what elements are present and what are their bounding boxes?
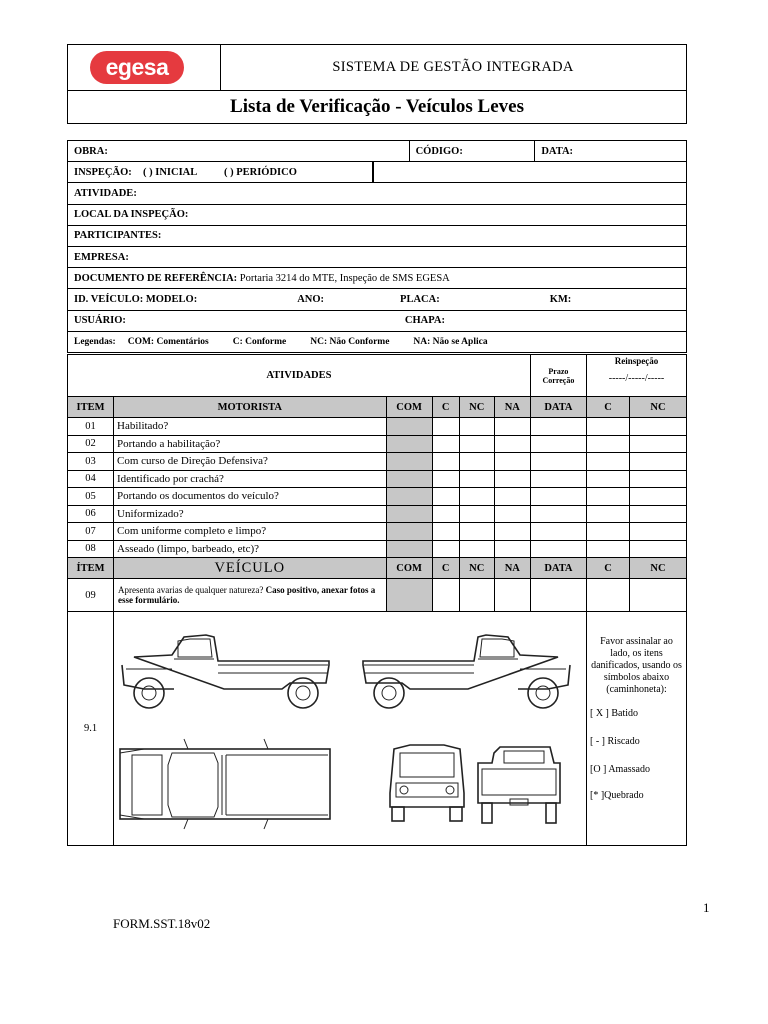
reinspecao-date[interactable]: -----/-----/----- bbox=[608, 373, 665, 384]
c-cell[interactable] bbox=[432, 470, 459, 488]
c-cell[interactable] bbox=[432, 435, 459, 453]
col-c-2: C bbox=[432, 558, 459, 579]
data-cell[interactable] bbox=[530, 470, 586, 488]
item-question: Habilitado? bbox=[114, 418, 387, 436]
na-cell[interactable] bbox=[494, 453, 530, 471]
reinsp-c-cell[interactable] bbox=[587, 488, 630, 506]
data-cell[interactable] bbox=[530, 435, 586, 453]
col-veiculo: VEÍCULO bbox=[114, 558, 387, 579]
legend-na: NA: Não se Aplica bbox=[413, 336, 488, 347]
table-row bbox=[68, 488, 687, 506]
symbol-amassado: [O ] Amassado bbox=[590, 764, 650, 775]
item-09-question: Apresenta avarias de qualquer natureza? bbox=[118, 585, 264, 595]
col-motorista: MOTORISTA bbox=[114, 397, 387, 418]
na-cell[interactable] bbox=[494, 470, 530, 488]
com-cell[interactable] bbox=[386, 505, 432, 523]
item-09-na[interactable] bbox=[494, 579, 530, 612]
item-91-number: 9.1 bbox=[68, 612, 114, 846]
table-row bbox=[68, 453, 687, 471]
c-cell[interactable] bbox=[432, 523, 459, 541]
item-09-instruction: Caso positivo, anexar fotos a esse formulário. bbox=[118, 585, 376, 605]
field-participantes[interactable] bbox=[68, 225, 687, 246]
page-number: 1 bbox=[703, 900, 710, 915]
item-question: Identificado por crachá? bbox=[114, 470, 387, 488]
c-cell[interactable] bbox=[432, 540, 459, 558]
c-cell[interactable] bbox=[432, 418, 459, 436]
na-cell[interactable] bbox=[494, 505, 530, 523]
system-title: SISTEMA DE GESTÃO INTEGRADA bbox=[332, 59, 574, 75]
c-cell[interactable] bbox=[432, 505, 459, 523]
local-label: LOCAL DA INSPEÇÃO: bbox=[74, 209, 189, 221]
item-number: 04 bbox=[68, 470, 114, 488]
inspecao-label: INSPEÇÃO: bbox=[74, 166, 132, 178]
symbol-quebrado: [* ]Quebrado bbox=[590, 790, 644, 801]
com-cell[interactable] bbox=[386, 418, 432, 436]
data-cell[interactable] bbox=[530, 540, 586, 558]
row-obra bbox=[68, 141, 687, 162]
pickup-rear-view bbox=[478, 747, 560, 823]
field-atividade[interactable] bbox=[68, 183, 687, 204]
info-table bbox=[67, 140, 687, 353]
prazo-heading: Prazo Correção bbox=[530, 355, 586, 397]
atividades-header-row bbox=[68, 355, 687, 397]
item-question: Com uniforme completo e limpo? bbox=[114, 523, 387, 541]
pickup-top-view bbox=[120, 739, 330, 829]
data-cell[interactable] bbox=[530, 418, 586, 436]
field-inspecao-blank[interactable] bbox=[373, 162, 686, 183]
table-row bbox=[68, 523, 687, 541]
col-na-2: NA bbox=[494, 558, 530, 579]
field-id-veiculo[interactable] bbox=[68, 289, 687, 310]
reinsp-nc-cell[interactable] bbox=[630, 470, 687, 488]
egesa-logo: egesa bbox=[90, 51, 184, 84]
item-question: Portando os documentos do veículo? bbox=[114, 488, 387, 506]
field-inspecao bbox=[68, 162, 374, 183]
form-code: FORM.SST.18v02 bbox=[113, 916, 211, 931]
usuario-label: USUÁRIO: bbox=[74, 315, 126, 327]
item-09-reinsp-c[interactable] bbox=[587, 579, 630, 612]
data-cell[interactable] bbox=[530, 523, 586, 541]
legend-label: Legendas: bbox=[74, 336, 116, 347]
item-09-com[interactable] bbox=[386, 579, 432, 612]
nc-cell[interactable] bbox=[459, 435, 494, 453]
col-reinsp-nc-2: NC bbox=[630, 558, 687, 579]
reinspecao-heading bbox=[587, 355, 687, 397]
obra-label: OBRA: bbox=[74, 145, 108, 157]
placa-label: PLACA: bbox=[400, 293, 440, 305]
legend-row bbox=[68, 331, 687, 352]
table-row bbox=[68, 435, 687, 453]
item-number: 05 bbox=[68, 488, 114, 506]
chapa-label: CHAPA: bbox=[404, 315, 445, 327]
reinspecao-label: Reinspeção bbox=[614, 356, 659, 366]
col-item: ITEM bbox=[68, 397, 114, 418]
col-na: NA bbox=[494, 397, 530, 418]
item-question: Com curso de Direção Defensiva? bbox=[114, 453, 387, 471]
item-09-number: 09 bbox=[68, 579, 114, 612]
pickup-diagram[interactable] bbox=[114, 613, 586, 845]
field-codigo[interactable] bbox=[409, 141, 535, 162]
reinsp-c-cell[interactable] bbox=[587, 470, 630, 488]
col-data: DATA bbox=[530, 397, 586, 418]
logo-cell bbox=[68, 45, 221, 90]
col-nc: NC bbox=[459, 397, 494, 418]
reinsp-c-cell[interactable] bbox=[587, 418, 630, 436]
pickup-side-right bbox=[363, 635, 570, 708]
item-number: 08 bbox=[68, 540, 114, 558]
item-number: 03 bbox=[68, 453, 114, 471]
field-obra[interactable] bbox=[68, 141, 410, 162]
item-number: 02 bbox=[68, 435, 114, 453]
col-reinsp-c: C bbox=[587, 397, 630, 418]
col-com-2: COM bbox=[386, 558, 432, 579]
pickup-front-view bbox=[390, 745, 464, 821]
data-label: DATA: bbox=[541, 145, 574, 157]
field-documento bbox=[68, 268, 687, 289]
id-veiculo-label: ID. VEÍCULO: MODELO: bbox=[74, 293, 198, 305]
item-09-reinsp-nc[interactable] bbox=[630, 579, 687, 612]
legend-com: COM: Comentários bbox=[127, 336, 209, 347]
atividade-label: ATIVIDADE: bbox=[74, 187, 137, 199]
item-91-row bbox=[68, 612, 687, 846]
participantes-label: PARTICIPANTES: bbox=[74, 230, 162, 242]
reinsp-c-cell[interactable] bbox=[587, 435, 630, 453]
reinsp-c-cell[interactable] bbox=[587, 505, 630, 523]
table-row bbox=[68, 470, 687, 488]
col-reinsp-nc: NC bbox=[630, 397, 687, 418]
item-09-text bbox=[114, 579, 387, 612]
reinsp-nc-cell[interactable] bbox=[630, 488, 687, 506]
item-question: Uniformizado? bbox=[114, 505, 387, 523]
na-cell[interactable] bbox=[494, 435, 530, 453]
reinsp-c-cell[interactable] bbox=[587, 523, 630, 541]
legend-c: C: Conforme bbox=[232, 336, 287, 347]
item-number: 06 bbox=[68, 505, 114, 523]
symbol-legend-cell bbox=[587, 612, 687, 846]
atividades-heading: ATIVIDADES bbox=[68, 355, 531, 397]
empresa-label: EMPRESA: bbox=[74, 251, 129, 263]
document-header bbox=[67, 44, 687, 124]
field-data[interactable] bbox=[535, 141, 687, 162]
com-cell[interactable] bbox=[386, 470, 432, 488]
nc-cell[interactable] bbox=[459, 418, 494, 436]
data-cell[interactable] bbox=[530, 453, 586, 471]
motorista-rows bbox=[68, 418, 687, 558]
com-cell[interactable] bbox=[386, 540, 432, 558]
na-cell[interactable] bbox=[494, 418, 530, 436]
legend-nc: NC: Não Conforme bbox=[310, 336, 390, 347]
col-c: C bbox=[432, 397, 459, 418]
documento-value: Portaria 3214 do MTE, Inspeção de SMS EGESA bbox=[239, 272, 450, 284]
data-cell[interactable] bbox=[530, 488, 586, 506]
data-cell[interactable] bbox=[530, 505, 586, 523]
codigo-label: CÓDIGO: bbox=[415, 145, 463, 157]
col-nc-2: NC bbox=[459, 558, 494, 579]
vehicle-diagram-cell[interactable] bbox=[114, 612, 587, 846]
row-inspecao bbox=[68, 162, 687, 183]
checkbox-inicial[interactable]: ( ) INICIAL bbox=[143, 166, 197, 178]
symbol-batido: [ X ] Batido bbox=[590, 708, 639, 719]
field-usuario[interactable] bbox=[68, 310, 687, 331]
col-com: COM bbox=[386, 397, 432, 418]
com-cell[interactable] bbox=[386, 523, 432, 541]
ano-label: ANO: bbox=[297, 293, 325, 305]
reinsp-nc-cell[interactable] bbox=[630, 435, 687, 453]
item-number: 01 bbox=[68, 418, 114, 436]
reinsp-nc-cell[interactable] bbox=[630, 418, 687, 436]
field-local[interactable] bbox=[68, 204, 687, 225]
reinsp-c-cell[interactable] bbox=[587, 453, 630, 471]
col-item-veiculo: ÍTEM bbox=[68, 558, 114, 579]
field-empresa[interactable] bbox=[68, 246, 687, 267]
item-09-data[interactable] bbox=[530, 579, 586, 612]
item-09-c[interactable] bbox=[432, 579, 459, 612]
com-cell[interactable] bbox=[386, 488, 432, 506]
na-cell[interactable] bbox=[494, 540, 530, 558]
nc-cell[interactable] bbox=[459, 540, 494, 558]
na-cell[interactable] bbox=[494, 488, 530, 506]
col-reinsp-c-2: C bbox=[587, 558, 630, 579]
c-cell[interactable] bbox=[432, 488, 459, 506]
nc-cell[interactable] bbox=[459, 470, 494, 488]
checklist-table bbox=[67, 354, 687, 846]
item-09-row bbox=[68, 579, 687, 612]
motorista-header-row bbox=[68, 397, 687, 418]
reinsp-nc-cell[interactable] bbox=[630, 505, 687, 523]
com-cell[interactable] bbox=[386, 435, 432, 453]
na-cell[interactable] bbox=[494, 523, 530, 541]
item-09-nc[interactable] bbox=[459, 579, 494, 612]
symbol-riscado: [ - ] Riscado bbox=[590, 736, 640, 747]
nc-cell[interactable] bbox=[459, 523, 494, 541]
item-number: 07 bbox=[68, 523, 114, 541]
reinsp-nc-cell[interactable] bbox=[630, 523, 687, 541]
pickup-side-left bbox=[122, 635, 329, 708]
reinsp-c-cell[interactable] bbox=[587, 540, 630, 558]
table-row bbox=[68, 540, 687, 558]
reinsp-nc-cell[interactable] bbox=[630, 540, 687, 558]
item-question: Portando a habilitação? bbox=[114, 435, 387, 453]
reinsp-nc-cell[interactable] bbox=[630, 453, 687, 471]
documento-label: DOCUMENTO DE REFERÊNCIA: bbox=[74, 272, 238, 284]
veiculo-header-row bbox=[68, 558, 687, 579]
nc-cell[interactable] bbox=[459, 453, 494, 471]
table-row bbox=[68, 505, 687, 523]
symbol-instructions: Favor assinalar ao lado, os itens danificados, usando os símbolos abaixo (caminhoneta): bbox=[591, 636, 682, 695]
nc-cell[interactable] bbox=[459, 505, 494, 523]
nc-cell[interactable] bbox=[459, 488, 494, 506]
checkbox-periodico[interactable]: ( ) PERIÓDICO bbox=[223, 166, 297, 178]
item-question: Asseado (limpo, barbeado, etc)? bbox=[114, 540, 387, 558]
com-cell[interactable] bbox=[386, 453, 432, 471]
page-title: Lista de Verificação - Veículos Leves bbox=[68, 90, 686, 124]
col-data-2: DATA bbox=[530, 558, 586, 579]
km-label: KM: bbox=[549, 293, 572, 305]
table-row bbox=[68, 418, 687, 436]
c-cell[interactable] bbox=[432, 453, 459, 471]
